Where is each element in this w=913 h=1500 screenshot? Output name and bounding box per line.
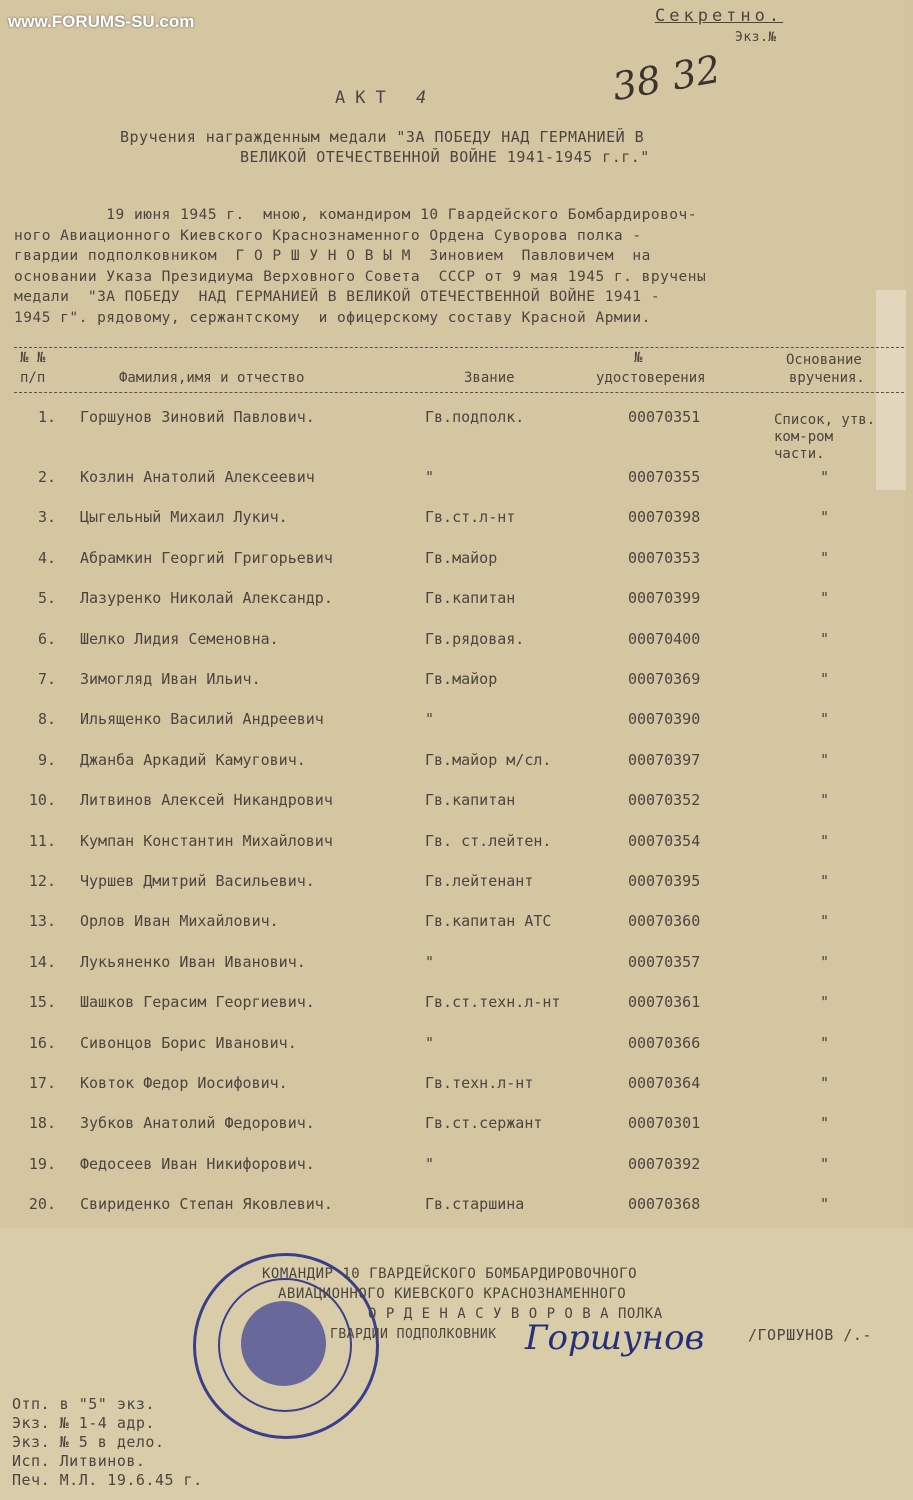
row-name: Ковток Федор Иосифович.	[80, 1074, 288, 1092]
row-number: 20.	[28, 1195, 56, 1214]
copy-label: Экз.№	[735, 30, 777, 45]
row-rank: Гв.ст.л-нт	[425, 508, 516, 527]
row-rank: Гв.майор м/сл.	[425, 750, 552, 769]
table-row	[0, 468, 905, 492]
table-row	[0, 912, 905, 936]
row-name: Джанба Аркадий Камугович.	[80, 750, 306, 769]
row-name: Орлов Иван Михайлович.	[80, 912, 279, 931]
row-basis: "	[820, 952, 830, 971]
signer-name: /ГОРШУНОВ /.-	[748, 1326, 872, 1344]
sign-line-2: АВИАЦИОННОГО КИЕВСКОГО КРАСНОЗНАМЕННОГО	[278, 1286, 627, 1302]
table-row	[0, 791, 905, 815]
header-rank: Звание	[464, 370, 515, 386]
row-rank: Гв.лейтенант	[425, 872, 534, 890]
row-name: Шашков Герасим Георгиевич.	[80, 993, 315, 1012]
row-basis: "	[820, 993, 830, 1012]
row-name: Лукьяненко Иван Иванович.	[80, 952, 306, 971]
row-rank: "	[425, 710, 435, 729]
row-number: 8.	[37, 710, 56, 729]
subtitle-line-1: Вручения награжденным медали "ЗА ПОБЕДУ НАД ГЕРМАНИЕЙ В	[120, 128, 645, 146]
row-rank: Гв. ст.лейтен.	[425, 831, 552, 850]
table-row	[0, 832, 905, 856]
row-number: 13.	[28, 912, 56, 931]
header-basis-top: Основание	[786, 352, 862, 368]
row-rank: "	[425, 1033, 435, 1052]
row-basis: "	[820, 670, 830, 688]
row-number: 4.	[37, 548, 56, 567]
header-cert-bottom: удостоверения	[596, 370, 706, 386]
row-basis: "	[820, 1114, 830, 1133]
row-certificate: 00070395	[628, 872, 701, 890]
row-name: Федосеев Иван Никифорович.	[80, 1154, 315, 1173]
classification: Секретно.	[655, 6, 784, 26]
basis-first-row: Список, утв. ком-ром части.	[774, 412, 876, 462]
row-number: 7.	[37, 670, 56, 688]
row-basis: "	[820, 872, 830, 890]
table-row	[0, 408, 905, 432]
row-basis: "	[820, 589, 830, 608]
row-rank: Гв.майор	[425, 670, 498, 688]
row-certificate: 00070399	[628, 589, 701, 608]
row-name: Козлин Анатолий Алексеевич	[80, 468, 315, 486]
document-title	[335, 88, 436, 108]
sign-line-4: ГВАРДИИ ПОДПОЛКОВНИК	[330, 1327, 497, 1342]
subtitle-line-2: ВЕЛИКОЙ ОТЕЧЕСТВЕННОЙ ВОЙНЕ 1941-1945 г.г."	[240, 148, 650, 166]
row-number: 5.	[37, 589, 56, 608]
table-row	[0, 549, 905, 573]
row-name: Зимогляд Иван Ильич.	[80, 670, 261, 688]
row-name: Лазуренко Николай Александр.	[80, 589, 333, 608]
row-number: 12.	[28, 872, 56, 890]
table-row	[0, 589, 905, 613]
row-rank: Гв.техн.л-нт	[425, 1074, 534, 1092]
row-basis: "	[820, 468, 830, 486]
table-row	[0, 751, 905, 775]
row-certificate: 00070361	[628, 993, 701, 1012]
row-number: 2.	[37, 468, 56, 486]
row-name: Чуршев Дмитрий Васильевич.	[80, 872, 315, 890]
handwritten-signature: Горшунов	[525, 1318, 705, 1358]
header-basis-bottom: вручения.	[789, 370, 865, 386]
header-num-bottom: п/п	[20, 370, 46, 386]
row-certificate: 00070351	[628, 408, 701, 426]
row-basis: "	[820, 1074, 830, 1092]
title-number: 4	[415, 88, 437, 108]
row-rank: Гв.капитан	[425, 589, 516, 608]
intro-paragraph: 19 июня 1945 г. мною, командиром 10 Гвардейского Бомбардировоч- ного Авиационного Киевского Краснознаменного Ордена Суворова полка - гвардии подполковником Г О Р Ш У Н О В Ы М Зиновием Павловичем на основании Указа Президиума Верховного Совета СССР от 9 мая 1945 г. вручены медали "ЗА ПОБЕДУ НАД ГЕРМАНИЕЙ В ВЕЛИКОЙ ОТЕЧЕСТВЕННОЙ ВОЙНЕ 1941 - 1945 г". рядовому, сержантскому и офицерскому составу Красной Армии.	[14, 207, 707, 326]
row-number: 10.	[28, 791, 56, 810]
row-certificate: 00070301	[628, 1114, 701, 1133]
row-certificate: 00070364	[628, 1074, 701, 1092]
table-row	[0, 710, 905, 734]
row-name: Свириденко Степан Яковлевич.	[80, 1195, 333, 1214]
row-number: 1.	[37, 408, 56, 426]
row-number: 11.	[28, 831, 56, 850]
row-certificate: 00070355	[628, 468, 701, 486]
row-number: 6.	[37, 629, 56, 648]
table-header	[14, 347, 904, 393]
row-certificate: 00070354	[628, 831, 701, 850]
header-name: Фамилия,имя и отчество	[119, 370, 305, 386]
row-certificate: 00070390	[628, 710, 701, 729]
row-basis: "	[820, 1195, 830, 1214]
row-rank: Гв.старшина	[425, 1195, 525, 1214]
table-row	[0, 953, 905, 977]
table-row	[0, 1195, 905, 1219]
row-certificate: 00070398	[628, 508, 701, 527]
row-rank: "	[425, 952, 435, 971]
table-row	[0, 1034, 905, 1058]
emblem-icon	[241, 1301, 326, 1386]
row-basis: "	[820, 508, 830, 527]
row-name: Ильященко Василий Андреевич	[80, 710, 324, 729]
row-certificate: 00070360	[628, 912, 701, 931]
row-certificate: 00070369	[628, 670, 701, 688]
row-number: 14.	[28, 952, 56, 971]
table-row	[0, 1155, 905, 1179]
sign-line-1: КОМАНДИР 10 ГВАРДЕЙСКОГО БОМБАРДИРОВОЧНОГО	[262, 1266, 638, 1282]
row-name: Зубков Анатолий Федорович.	[80, 1114, 315, 1133]
table-row	[0, 630, 905, 654]
table-row	[0, 1114, 905, 1138]
row-basis: "	[820, 791, 830, 810]
table-row	[0, 670, 905, 694]
row-name: Литвинов Алексей Никандрович	[80, 791, 333, 810]
row-rank: "	[425, 1154, 435, 1173]
row-certificate: 00070392	[628, 1154, 701, 1173]
row-basis: "	[820, 912, 830, 931]
table-row	[0, 508, 905, 532]
table-row	[0, 872, 905, 896]
row-basis: "	[820, 1154, 830, 1173]
row-name: Кумпан Константин Михайлович	[80, 831, 333, 850]
row-number: 17.	[28, 1074, 56, 1092]
row-certificate: 00070400	[628, 629, 701, 648]
row-number: 16.	[28, 1033, 56, 1052]
table-row	[0, 993, 905, 1017]
title-text: АКТ	[335, 88, 396, 108]
row-name: Горшунов Зиновий Павлович.	[80, 408, 315, 426]
row-name: Абрамкин Георгий Григорьевич	[80, 548, 333, 567]
header-num-top: № №	[20, 350, 46, 366]
row-number: 3.	[37, 508, 56, 527]
row-basis: "	[820, 750, 830, 769]
row-number: 9.	[37, 750, 56, 769]
row-number: 15.	[28, 993, 56, 1012]
row-basis: "	[820, 710, 830, 729]
row-basis: "	[820, 831, 830, 850]
header-cert-top: №	[634, 350, 643, 366]
row-rank: Гв.капитан	[425, 791, 516, 810]
row-certificate: 00070353	[628, 548, 701, 567]
row-basis: "	[820, 629, 830, 648]
row-certificate: 00070366	[628, 1033, 701, 1052]
row-certificate: 00070368	[628, 1195, 701, 1214]
row-number: 19.	[28, 1154, 56, 1173]
row-name: Шелко Лидия Семеновна.	[80, 629, 279, 648]
row-rank: Гв.подполк.	[425, 408, 525, 426]
row-certificate: 00070352	[628, 791, 701, 810]
row-rank: Гв.майор	[425, 548, 498, 567]
row-certificate: 00070397	[628, 750, 701, 769]
row-rank: Гв.рядовая.	[425, 629, 525, 648]
watermark: www.FORUMS-SU.com	[8, 12, 195, 31]
row-number: 18.	[28, 1114, 56, 1133]
row-certificate: 00070357	[628, 952, 701, 971]
row-rank: Гв.ст.сержант	[425, 1114, 543, 1133]
row-rank: Гв.ст.техн.л-нт	[425, 993, 561, 1012]
row-basis: "	[820, 1033, 830, 1052]
table-row	[0, 1074, 905, 1098]
row-basis: "	[820, 548, 830, 567]
distribution-notes: Отп. в "5" экз. Экз. № 1-4 адр. Экз. № 5 в дело. Исп. Литвинов. Печ. М.Л. 19.6.45 г.	[12, 1395, 203, 1489]
row-rank: "	[425, 468, 435, 486]
row-name: Сивонцов Борис Иванович.	[80, 1033, 297, 1052]
row-name: Цыгельный Михаил Лукич.	[80, 508, 288, 527]
row-rank: Гв.капитан АТС	[425, 912, 552, 931]
handwritten-number: 38 32	[609, 46, 724, 110]
sign-line-3: О Р Д Е Н А С У В О Р О В А ПОЛКА	[368, 1306, 663, 1322]
